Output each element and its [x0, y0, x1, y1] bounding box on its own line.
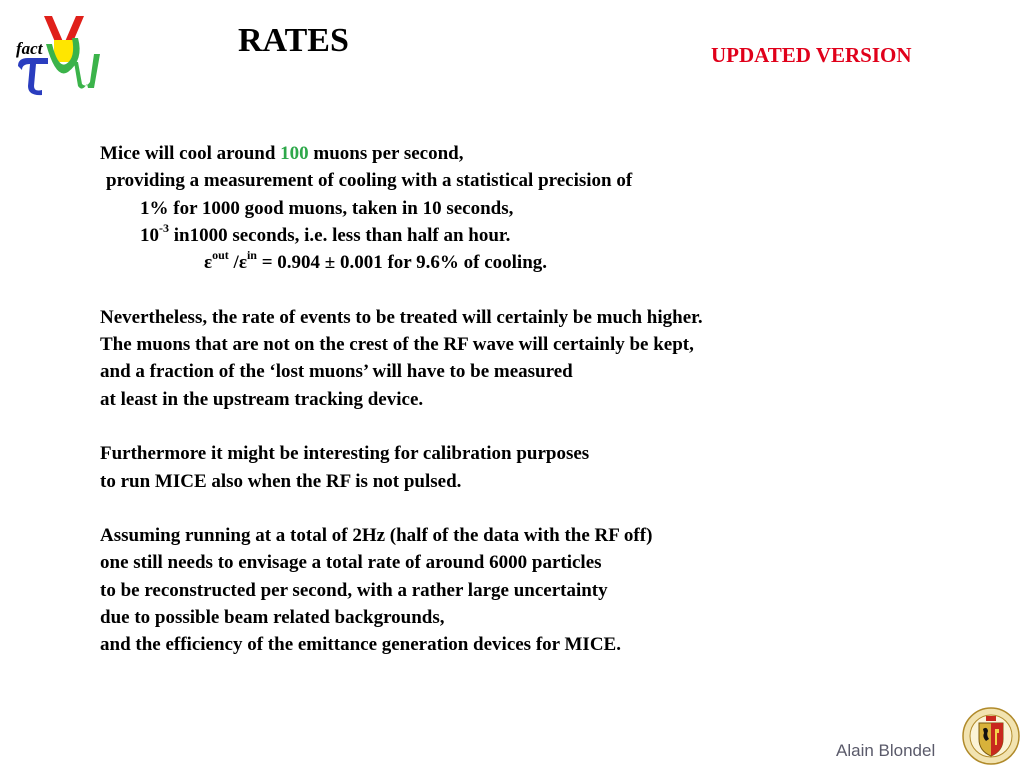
text-span: = 0.904 ± 0.001 for 9.6% of cooling.: [256, 252, 548, 274]
body-line: to be reconstructed per second, with a rather large uncertainty: [100, 579, 608, 601]
superscript-out: out: [212, 247, 229, 262]
epsilon-symbol: ε: [238, 252, 247, 274]
slide-body: [100, 140, 703, 659]
epsilon-symbol: ε: [204, 252, 213, 274]
body-line: due to possible beam related backgrounds,: [100, 607, 445, 629]
text-span: providing a measurement of cooling with a statistical precision of: [106, 170, 633, 192]
text-span: Mice will cool around: [100, 143, 281, 164]
text-span: /: [228, 252, 239, 274]
university-seal-icon: [962, 707, 1020, 765]
body-line: at least in the upstream tracking device.: [100, 388, 424, 410]
version-label: UPDATED VERSION: [711, 43, 912, 67]
body-line: [100, 140, 703, 167]
svg-text:fact: fact: [16, 39, 43, 58]
exponent: -3: [159, 220, 169, 235]
body-line: and the efficiency of the emittance generation devices for MICE.: [100, 634, 621, 656]
body-line: Nevertheless, the rate of events to be treated will certainly be much higher.: [100, 306, 703, 328]
highlight-number: 100: [280, 143, 309, 164]
body-line: Furthermore it might be interesting for calibration purposes: [100, 443, 590, 465]
body-line: [100, 195, 703, 222]
fact-vnu-logo-icon: [12, 14, 104, 96]
author-name: Alain Blondel: [836, 741, 936, 760]
body-line: Assuming running at a total of 2Hz (half of the data with the RF off): [100, 525, 653, 547]
body-line: [100, 167, 703, 194]
text-span: in1000 seconds, i.e. less than half an hour.: [169, 224, 511, 246]
efficiency-ratio-line: [100, 249, 703, 276]
page-title: RATES: [238, 22, 349, 59]
text-span: muons per second,: [308, 143, 464, 164]
text-span: 1% for 1000 good muons, taken in 10 seconds,: [140, 197, 514, 219]
text-span: 10: [140, 224, 159, 246]
body-line: [100, 222, 703, 249]
body-line: and a fraction of the ‘lost muons’ will have to be measured: [100, 361, 573, 383]
body-line: to run MICE also when the RF is not pulsed.: [100, 470, 462, 492]
superscript-in: in: [246, 247, 257, 262]
body-line: The muons that are not on the crest of the RF wave will certainly be kept,: [100, 334, 694, 356]
body-line: one still needs to envisage a total rate of around 6000 particles: [100, 552, 602, 574]
